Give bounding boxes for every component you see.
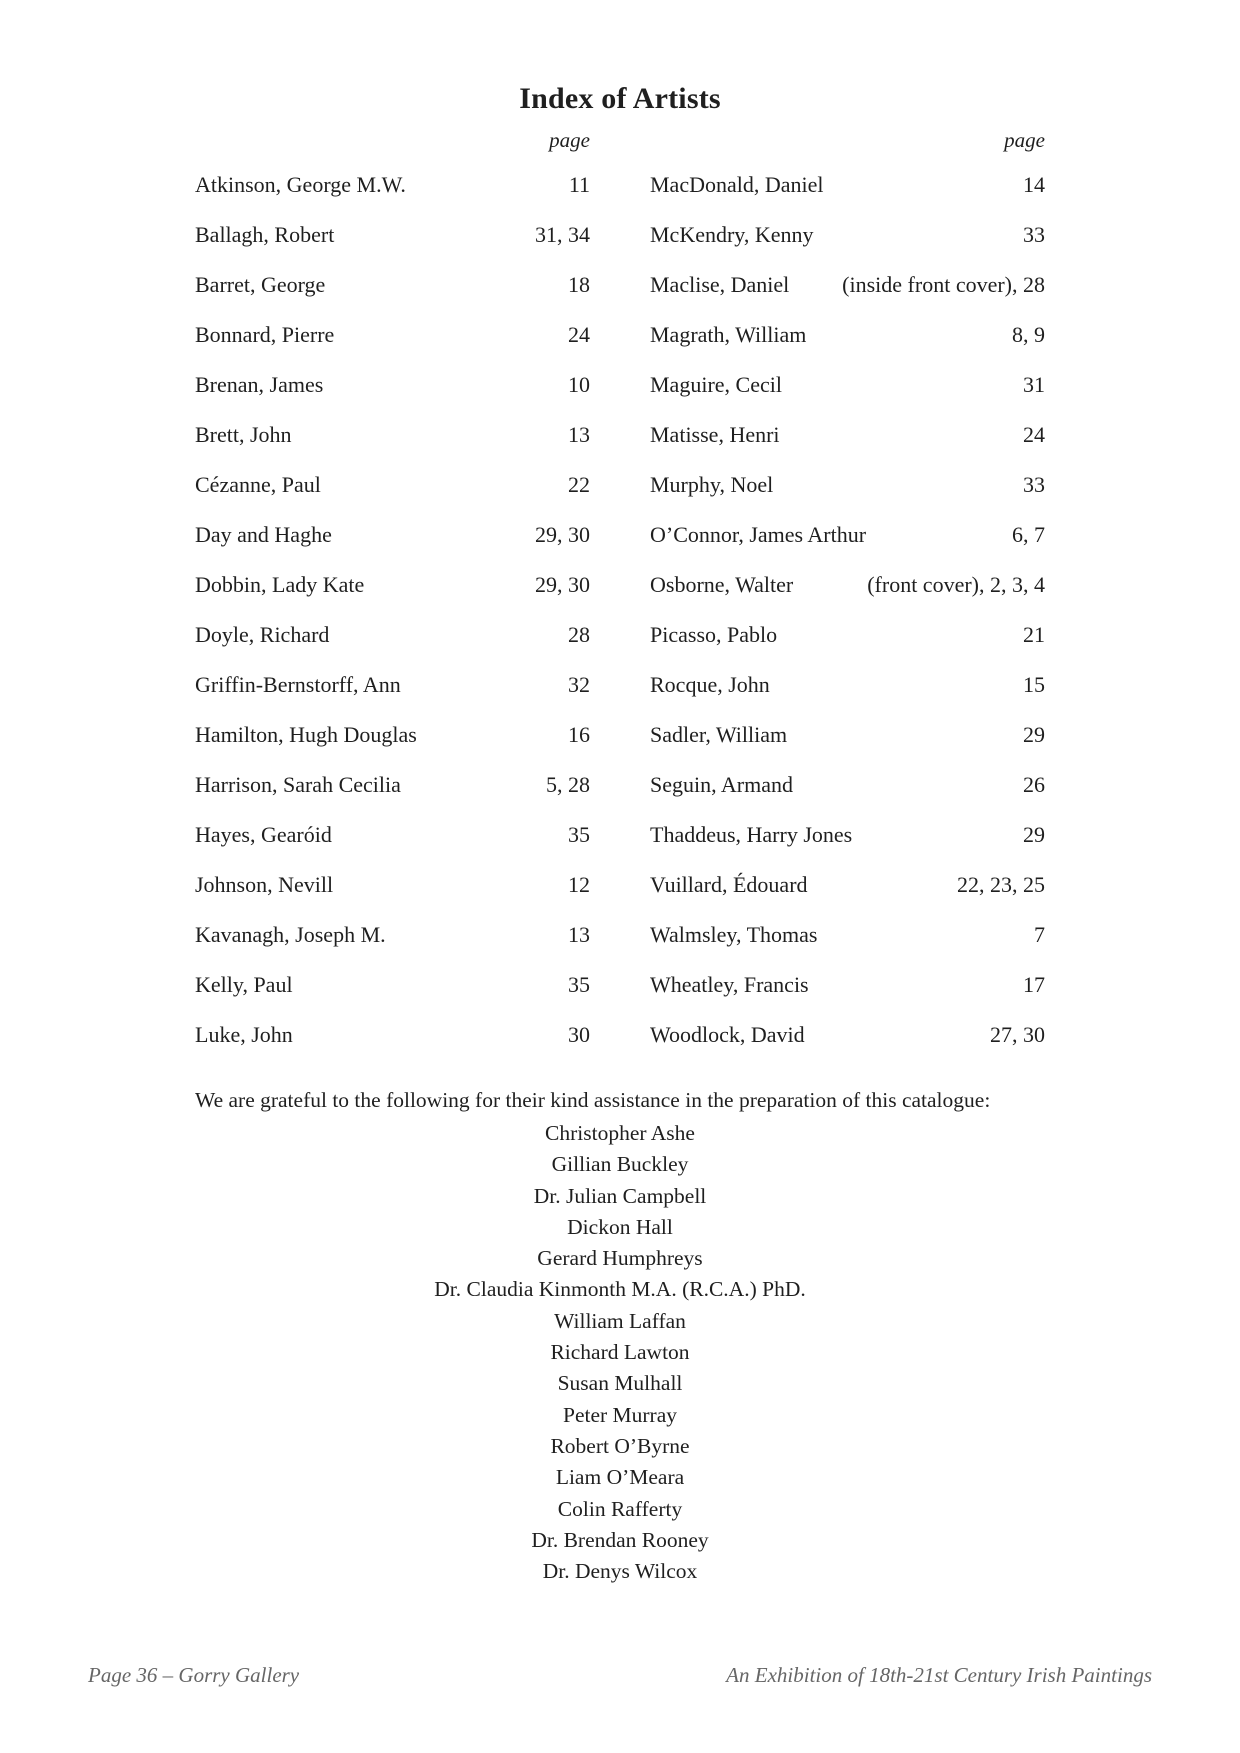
artist-name: Murphy, Noel xyxy=(650,472,774,497)
artist-name: Maclise, Daniel xyxy=(650,272,790,297)
artist-page-numbers: 26 xyxy=(1023,772,1045,797)
artist-page-numbers: 12 xyxy=(568,872,590,897)
artist-name: Rocque, John xyxy=(650,672,770,697)
artist-name: MacDonald, Daniel xyxy=(650,172,824,197)
artist-name: Woodlock, David xyxy=(650,1022,805,1047)
artist-index-row xyxy=(195,722,590,772)
artist-page-numbers: 18 xyxy=(568,272,590,297)
artist-index-row xyxy=(650,822,1045,872)
artist-name: Harrison, Sarah Cecilia xyxy=(195,772,401,797)
artist-page-numbers: 7 xyxy=(1034,922,1045,947)
artist-index-row xyxy=(195,622,590,672)
artist-index-row xyxy=(195,772,590,822)
artist-index-row xyxy=(195,1022,590,1072)
artist-name: Vuillard, Édouard xyxy=(650,872,808,897)
acknowledgement-name: Gerard Humphreys xyxy=(537,1246,703,1271)
artist-name: Hamilton, Hugh Douglas xyxy=(195,722,417,747)
artist-name: Sadler, William xyxy=(650,722,788,747)
artist-page-numbers: 11 xyxy=(568,172,590,197)
artist-name: Kavanagh, Joseph M. xyxy=(195,922,386,947)
artist-page-numbers: 29 xyxy=(1023,822,1045,847)
acknowledgement-name: Dr. Claudia Kinmonth M.A. (R.C.A.) PhD. xyxy=(434,1277,806,1302)
artist-index-row xyxy=(195,922,590,972)
acknowledgements-list xyxy=(0,1118,1240,1587)
artist-index-row xyxy=(195,872,590,922)
artist-name: Griffin-Bernstorff, Ann xyxy=(195,672,401,697)
acknowledgement-name: Dickon Hall xyxy=(567,1214,673,1239)
artist-page-numbers: 15 xyxy=(1023,672,1045,697)
acknowledgement-name: Dr. Julian Campbell xyxy=(533,1183,707,1208)
artist-page-numbers: 27, 30 xyxy=(990,1022,1045,1047)
artist-index-row xyxy=(650,172,1045,222)
acknowledgements-intro: We are grateful to the following for their kind assistance in the preparation of this catalogue: xyxy=(195,1088,991,1112)
artist-index-row xyxy=(195,422,590,472)
artist-page-numbers: 29, 30 xyxy=(535,522,590,547)
acknowledgement-name: Peter Murray xyxy=(562,1402,678,1427)
artist-index-row xyxy=(650,222,1045,272)
footer-page-label: Page 36 – Gorry Gallery xyxy=(88,1663,300,1687)
acknowledgement-name: William Laffan xyxy=(554,1308,686,1333)
artist-index-row xyxy=(650,572,1045,622)
artist-name: McKendry, Kenny xyxy=(650,222,814,247)
artist-name: Dobbin, Lady Kate xyxy=(195,572,365,597)
artist-name: Matisse, Henri xyxy=(650,422,780,447)
artist-page-numbers: 32 xyxy=(568,672,590,697)
artist-index-row xyxy=(650,322,1045,372)
artist-page-numbers: 28 xyxy=(568,622,590,647)
artist-name: Magrath, William xyxy=(650,322,807,347)
acknowledgement-name: Gillian Buckley xyxy=(551,1152,689,1177)
page-column-header-left: page xyxy=(549,128,590,152)
artist-name: O’Connor, James Arthur xyxy=(650,522,867,547)
artist-name: Brenan, James xyxy=(195,372,324,397)
artist-index-right-column xyxy=(650,172,1045,1072)
artist-page-numbers: 29 xyxy=(1023,722,1045,747)
artist-name: Kelly, Paul xyxy=(195,972,293,997)
footer-exhibition-title: An Exhibition of 18th-21st Century Irish Paintings xyxy=(726,1663,1152,1687)
artist-index-row xyxy=(195,172,590,222)
artist-name: Osborne, Walter xyxy=(650,572,794,597)
artist-index-row xyxy=(650,872,1045,922)
artist-page-numbers: 33 xyxy=(1023,222,1045,247)
artist-name: Doyle, Richard xyxy=(195,622,330,647)
artist-index-row xyxy=(650,472,1045,522)
artist-name: Brett, John xyxy=(195,422,292,447)
acknowledgement-name: Susan Mulhall xyxy=(557,1371,683,1396)
artist-page-numbers: 33 xyxy=(1023,472,1045,497)
artist-index-row xyxy=(650,922,1045,972)
artist-name: Luke, John xyxy=(195,1022,293,1047)
artist-index-row xyxy=(195,572,590,622)
artist-name: Walmsley, Thomas xyxy=(650,922,818,947)
artist-name: Thaddeus, Harry Jones xyxy=(650,822,853,847)
artist-page-numbers: 14 xyxy=(1023,172,1045,197)
artist-page-numbers: 35 xyxy=(568,822,590,847)
acknowledgement-name: Dr. Brendan Rooney xyxy=(531,1527,709,1552)
artist-page-numbers: 22, 23, 25 xyxy=(957,872,1045,897)
artist-page-numbers: 13 xyxy=(568,422,590,447)
acknowledgement-name: Liam O’Meara xyxy=(555,1465,685,1490)
artist-page-numbers: 31 xyxy=(1023,372,1045,397)
artist-index-row xyxy=(650,722,1045,772)
artist-page-numbers: 22 xyxy=(568,472,590,497)
artist-page-numbers: 29, 30 xyxy=(535,572,590,597)
acknowledgement-name: Christopher Ashe xyxy=(545,1121,695,1145)
artist-name: Day and Haghe xyxy=(195,522,332,547)
artist-page-numbers: 24 xyxy=(568,322,590,347)
page-title: Index of Artists xyxy=(519,82,721,115)
artist-page-numbers: 21 xyxy=(1023,622,1045,647)
artist-index-row xyxy=(195,972,590,1022)
artist-index-left-column xyxy=(195,172,590,1072)
artist-index-row xyxy=(195,322,590,372)
artist-index-row xyxy=(650,622,1045,672)
artist-page-numbers: (inside front cover), 28 xyxy=(842,272,1045,297)
artist-page-numbers: 8, 9 xyxy=(1012,322,1045,347)
artist-page-numbers: 35 xyxy=(568,972,590,997)
artist-index-row xyxy=(650,522,1045,572)
artist-page-numbers: 13 xyxy=(568,922,590,947)
artist-name: Ballagh, Robert xyxy=(195,222,335,247)
artist-page-numbers: 17 xyxy=(1023,972,1045,997)
artist-name: Johnson, Nevill xyxy=(195,872,334,897)
artist-page-numbers: 30 xyxy=(568,1022,590,1047)
artist-index-row xyxy=(195,822,590,872)
artist-page-numbers: 24 xyxy=(1023,422,1045,447)
acknowledgement-name: Colin Rafferty xyxy=(557,1496,683,1521)
artist-name: Hayes, Gearóid xyxy=(195,822,332,847)
artist-index-row xyxy=(195,372,590,422)
artist-page-numbers: 31, 34 xyxy=(535,222,590,247)
artist-index-row xyxy=(195,522,590,572)
artist-index-row xyxy=(650,972,1045,1022)
artist-page-numbers: 16 xyxy=(568,722,590,747)
artist-index-row xyxy=(650,1022,1045,1072)
acknowledgement-name: Robert O’Byrne xyxy=(550,1433,690,1458)
artist-name: Wheatley, Francis xyxy=(650,972,809,997)
artist-name: Atkinson, George M.W. xyxy=(195,172,406,197)
artist-page-numbers: 5, 28 xyxy=(546,772,590,797)
artist-index-row xyxy=(650,372,1045,422)
artist-index-row xyxy=(650,672,1045,722)
artist-index-row xyxy=(650,272,1045,322)
artist-index-row xyxy=(650,772,1045,822)
artist-name: Maguire, Cecil xyxy=(650,372,782,397)
acknowledgement-name: Richard Lawton xyxy=(550,1340,690,1365)
artist-page-numbers: (front cover), 2, 3, 4 xyxy=(867,572,1045,597)
acknowledgement-name: Dr. Denys Wilcox xyxy=(542,1559,698,1584)
artist-index-row xyxy=(195,222,590,272)
artist-name: Picasso, Pablo xyxy=(650,622,778,647)
artist-name: Bonnard, Pierre xyxy=(195,322,335,347)
artist-index-row xyxy=(650,422,1045,472)
artist-page-numbers: 6, 7 xyxy=(1012,522,1045,547)
artist-name: Barret, George xyxy=(195,272,326,297)
artist-name: Cézanne, Paul xyxy=(195,472,321,497)
artist-index-row xyxy=(195,472,590,522)
artist-index-row xyxy=(195,272,590,322)
artist-page-numbers: 10 xyxy=(568,372,590,397)
page-column-header-right: page xyxy=(1004,128,1045,152)
artist-index-row xyxy=(195,672,590,722)
artist-name: Seguin, Armand xyxy=(650,772,793,797)
